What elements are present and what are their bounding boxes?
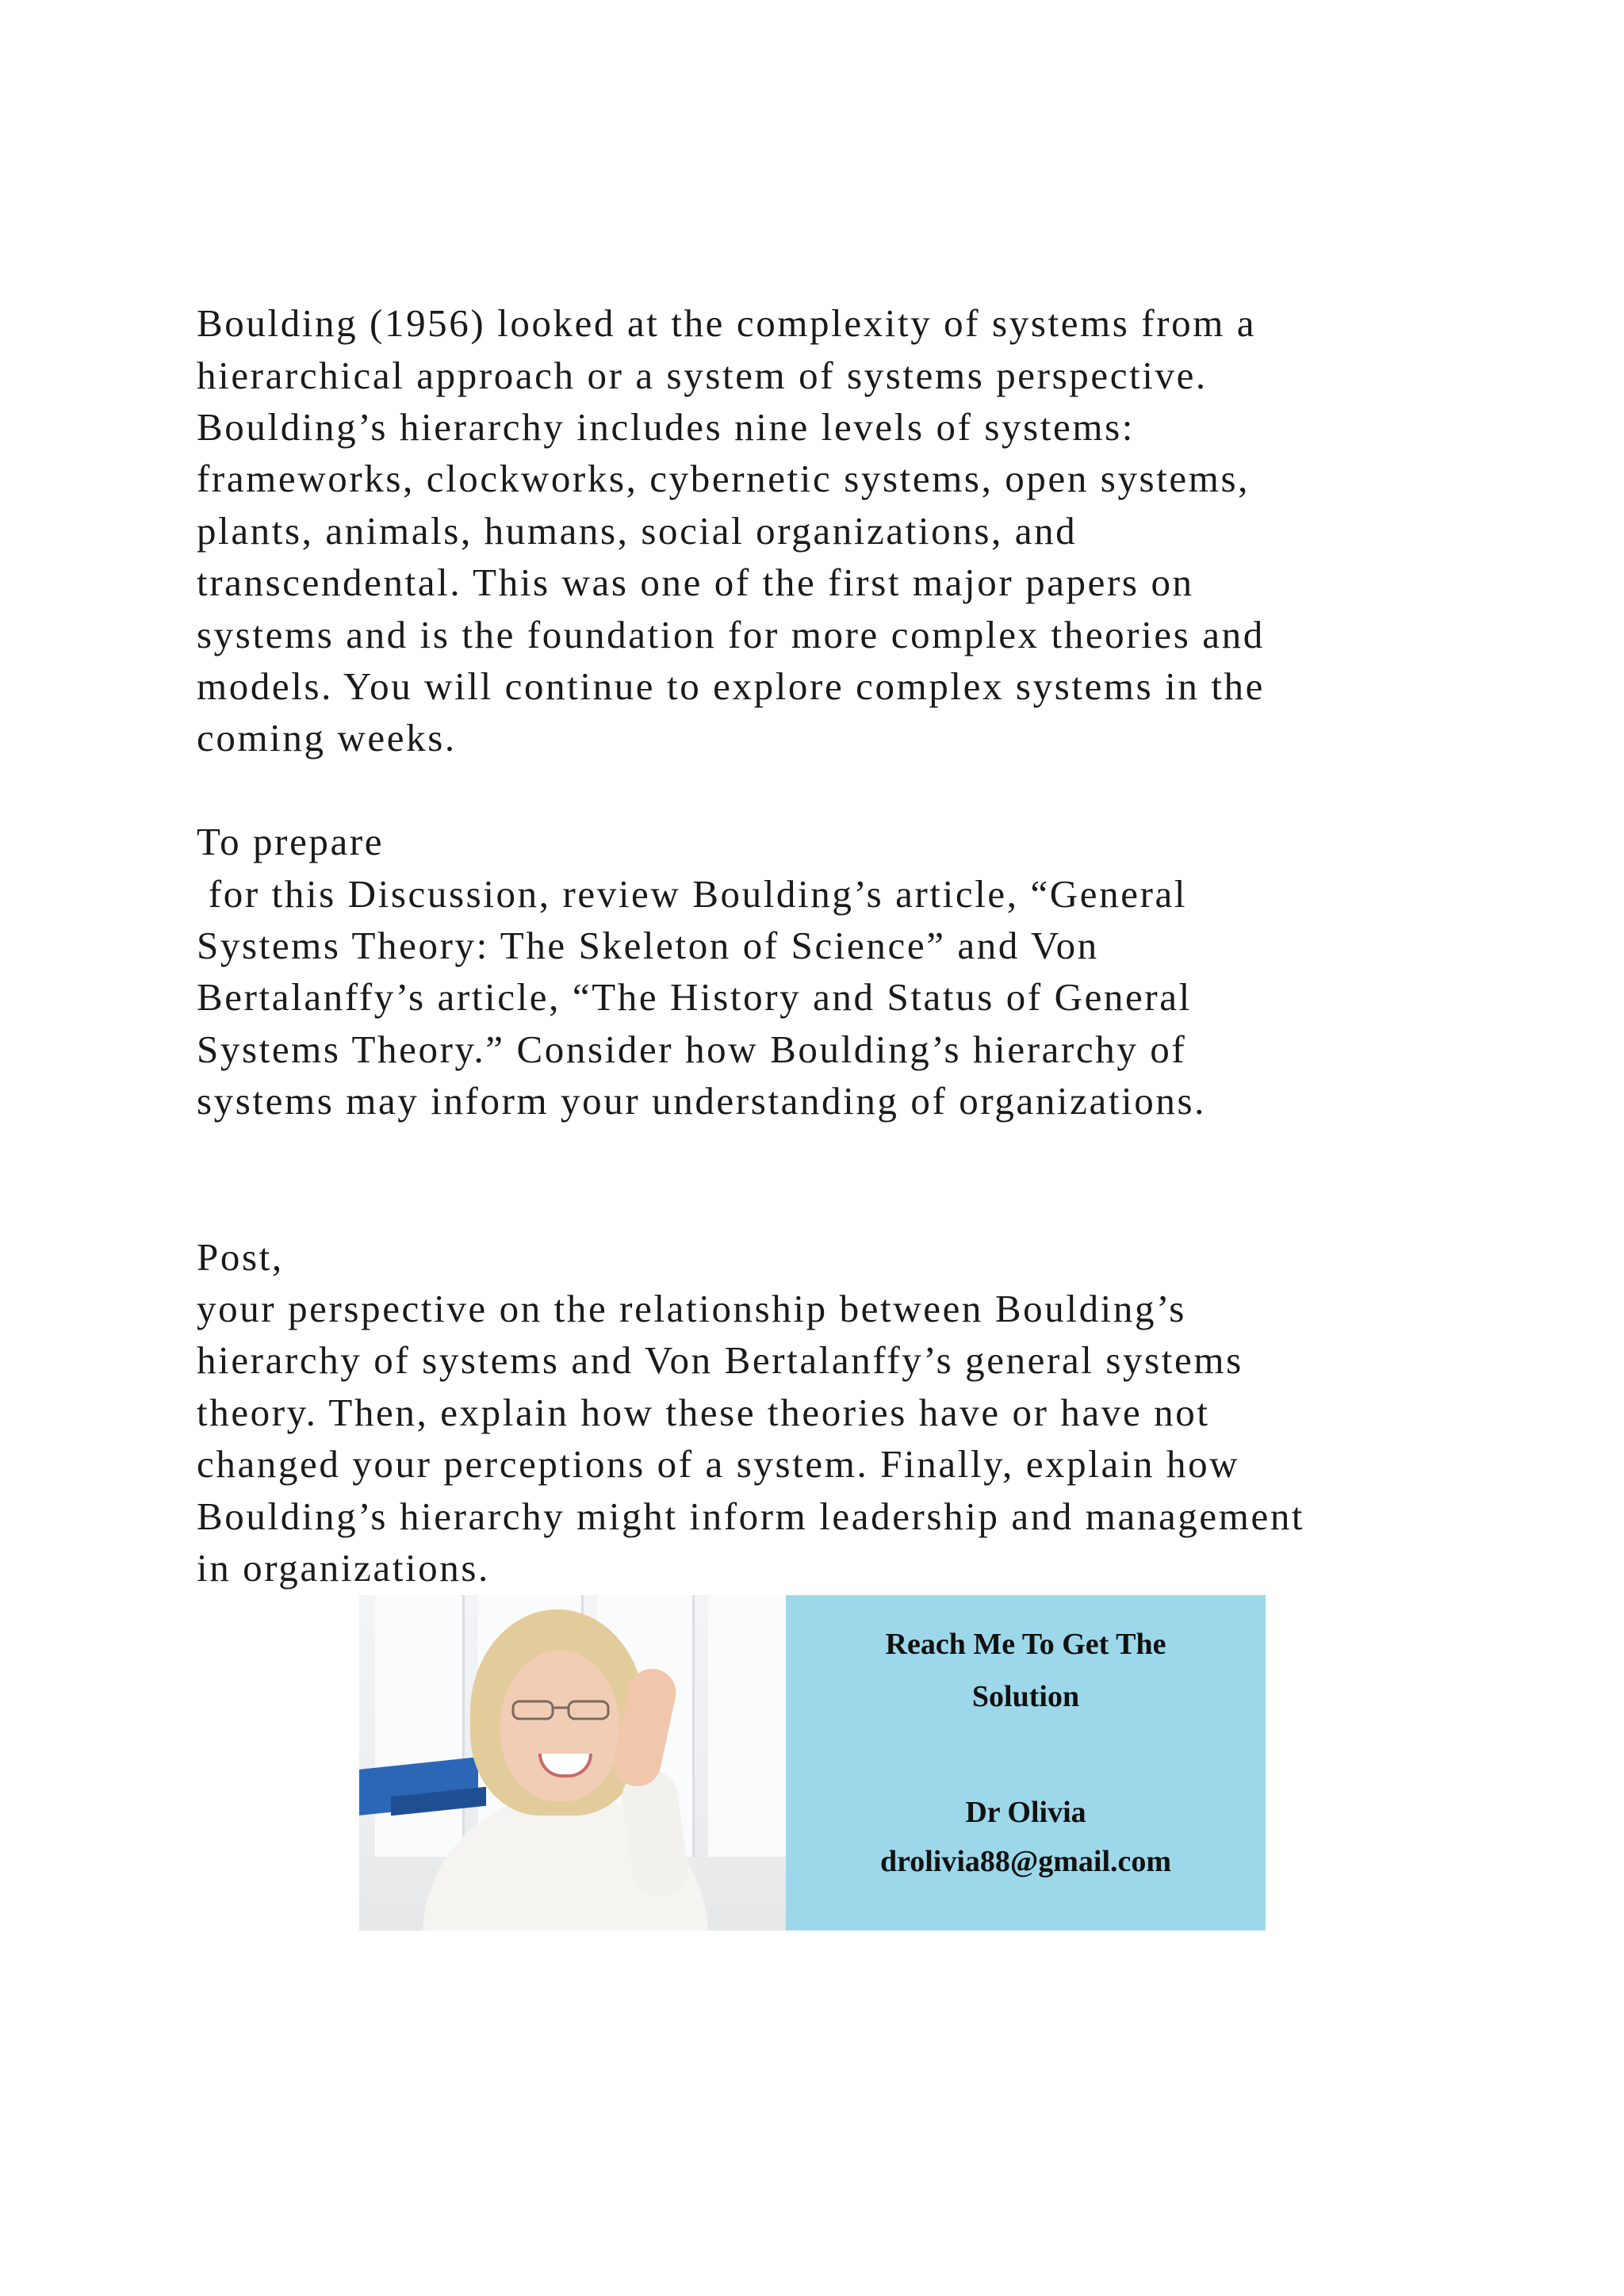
woman-photo <box>359 1595 786 1931</box>
paragraph-line: systems and is the foundation for more complex theories and <box>197 613 1265 656</box>
paragraph-line: hierarchy of systems and Von Bertalanffy’s general systems <box>197 1338 1243 1382</box>
paragraph-line: models. You will continue to explore complex systems in the <box>197 664 1265 708</box>
paragraph-line: Post, <box>197 1235 284 1279</box>
paragraph-line: To prepare <box>197 820 385 863</box>
window-pane <box>375 1595 465 1857</box>
glasses-icon <box>510 1698 611 1722</box>
paragraph-line: Boulding (1956) looked at the complexity of systems from a <box>197 301 1257 345</box>
paragraph-line: systems may inform your understanding of organizations. <box>197 1079 1206 1123</box>
paragraph-line: transcendental. This was one of the first major papers on <box>197 561 1194 604</box>
banner-headline-2: Solution <box>971 1680 1080 1713</box>
contact-banner <box>359 1595 1266 1931</box>
paragraph-line: Boulding’s hierarchy includes nine levels of systems: <box>197 405 1135 449</box>
person-face <box>500 1651 619 1801</box>
paragraph-line: Bertalanffy’s article, “The History and Status of General <box>197 975 1192 1019</box>
paragraph-line: for this Discussion, review Boulding’s article, “General <box>197 872 1188 916</box>
paragraph-line: Systems Theory.” Consider how Boulding’s hierarchy of <box>197 1027 1187 1071</box>
paragraph-line: frameworks, clockworks, cybernetic systems, open systems, <box>197 457 1251 500</box>
paragraph-line: changed your perceptions of a system. Finally, explain how <box>197 1442 1240 1486</box>
banner-headline: Reach Me To Get The <box>885 1628 1166 1661</box>
window-pane <box>708 1595 786 1857</box>
paragraph-line: plants, animals, humans, social organizations, and <box>197 509 1078 553</box>
paragraph-line: in organizations. <box>197 1546 490 1590</box>
paragraph-line: Systems Theory: The Skeleton of Science” and Von <box>197 924 1099 967</box>
contact-card <box>786 1595 1266 1931</box>
paragraph-line: theory. Then, explain how these theories have or have not <box>197 1391 1210 1434</box>
paragraph-line: coming weeks. <box>197 716 457 760</box>
contact-name: Dr Olivia <box>965 1796 1086 1829</box>
paragraph-line: hierarchical approach or a system of systems perspective. <box>197 354 1208 397</box>
paragraph-line: your perspective on the relationship between Boulding’s <box>197 1287 1186 1330</box>
paragraph-line: Boulding’s hierarchy might inform leadership and management <box>197 1494 1305 1538</box>
contact-email: drolivia88@gmail.com <box>879 1845 1172 1878</box>
